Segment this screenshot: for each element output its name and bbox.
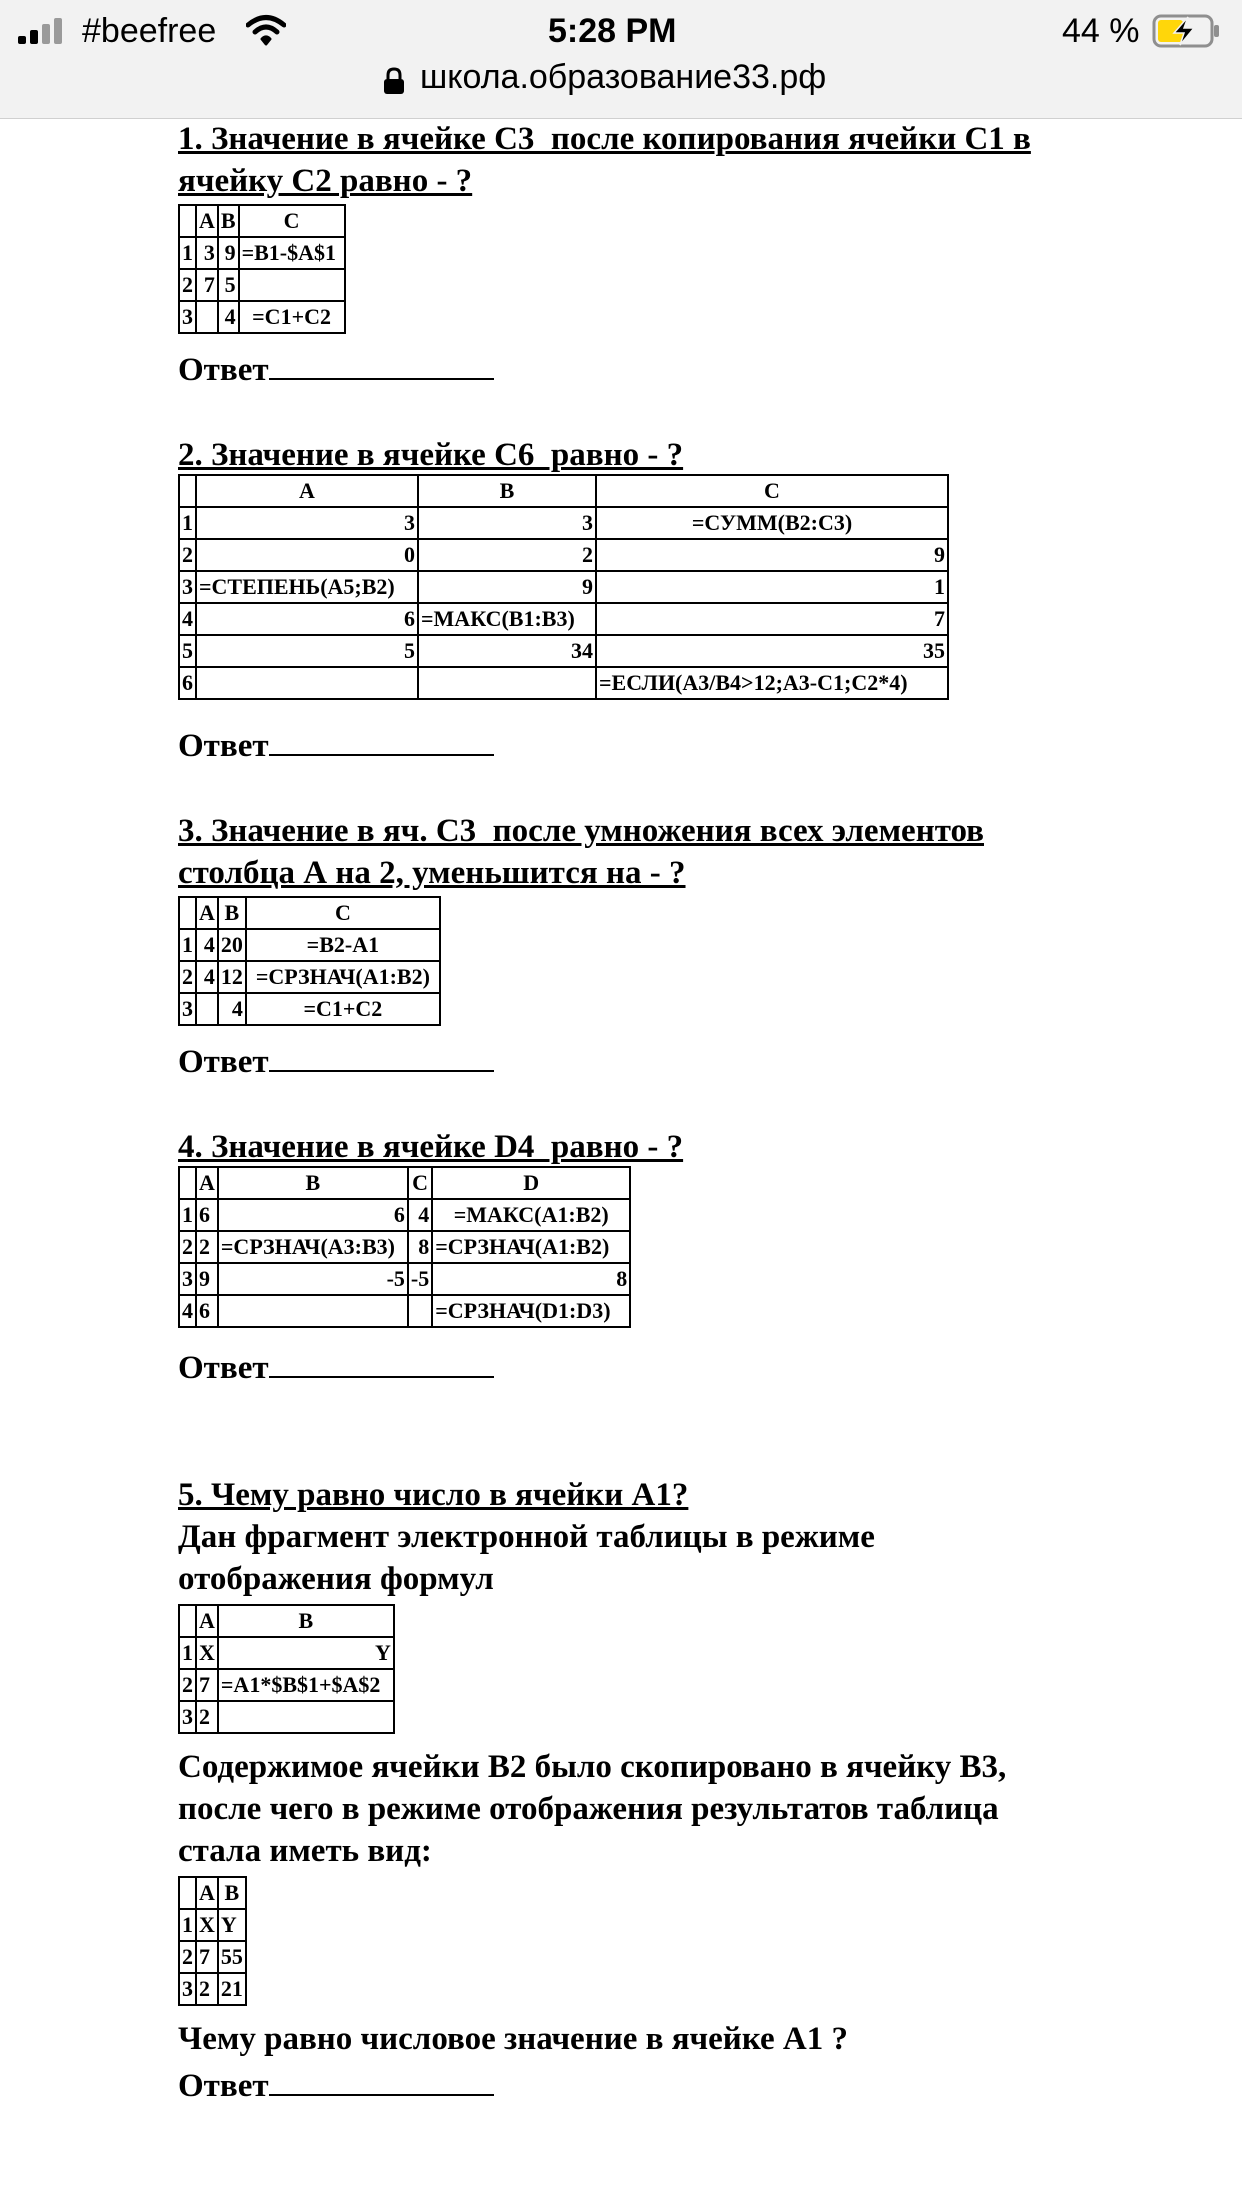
table-cell: 3 — [196, 507, 418, 539]
table-cell: =C1+C2 — [246, 993, 440, 1025]
table-cell: 6 — [196, 603, 418, 635]
q5-intro-line2: отображения формул — [178, 1561, 494, 1597]
table-cell: 1 — [596, 571, 948, 603]
q2-answer: Ответ — [178, 722, 494, 766]
answer-blank[interactable] — [269, 722, 494, 756]
table-cell: C — [246, 897, 440, 929]
table-cell: =СРЗНАЧ(D1:D3) — [432, 1295, 630, 1327]
table-row — [179, 507, 948, 539]
table-row — [179, 1701, 394, 1733]
q4-title: 4. Значение в ячейке D4 равно - ? — [178, 1129, 684, 1165]
table-cell: B — [218, 205, 239, 237]
table-cell: =B1-$A$1 — [239, 237, 345, 269]
table-cell: 2 — [179, 1231, 196, 1263]
table-cell: 2 — [179, 961, 196, 993]
table-cell: 9 — [418, 571, 596, 603]
table-cell: 5 — [196, 635, 418, 667]
table-cell: Y — [218, 1637, 394, 1669]
clock: 5:28 PM — [548, 12, 677, 50]
table-cell: =СТЕПЕНЬ(A5;B2) — [196, 571, 418, 603]
table-cell: B — [218, 897, 246, 929]
table-row — [179, 667, 948, 699]
table-cell: 4 — [218, 301, 239, 333]
table-cell: X — [196, 1637, 218, 1669]
q5-result-table — [178, 1876, 247, 2006]
table-row — [179, 993, 440, 1025]
table-cell: A — [196, 205, 218, 237]
table-cell: 3 — [196, 237, 218, 269]
table-row — [179, 1199, 630, 1231]
table-cell: A — [196, 897, 218, 929]
table-cell: 2 — [179, 1941, 196, 1973]
table-cell — [408, 1295, 432, 1327]
table-cell: 55 — [218, 1941, 246, 1973]
q3-answer: Ответ — [178, 1038, 494, 1082]
q3-table — [178, 896, 441, 1026]
q4-answer: Ответ — [178, 1344, 494, 1388]
table-cell — [418, 667, 596, 699]
table-cell: =СРЗНАЧ(A1:B2) — [246, 961, 440, 993]
table-row — [179, 237, 345, 269]
table-cell: 3 — [179, 1701, 196, 1733]
table-cell: A — [196, 1605, 218, 1637]
table-cell: =СУММ(B2:C3) — [596, 507, 948, 539]
table-cell: 9 — [596, 539, 948, 571]
table-cell: 1 — [179, 237, 196, 269]
table-row — [179, 1669, 394, 1701]
table-cell — [179, 1877, 196, 1909]
table-row — [179, 603, 948, 635]
table-row — [179, 1941, 246, 1973]
table-row — [179, 301, 345, 333]
table-cell: C — [408, 1167, 432, 1199]
table-cell — [179, 1605, 196, 1637]
table-row — [179, 1973, 246, 2005]
table-cell: 8 — [432, 1263, 630, 1295]
table-row — [179, 1231, 630, 1263]
q5-answer: Ответ — [178, 2062, 494, 2106]
table-cell: 1 — [179, 507, 196, 539]
q2-table — [178, 474, 949, 700]
table-cell: 7 — [196, 1669, 218, 1701]
answer-blank[interactable] — [269, 1344, 494, 1378]
q1-table — [178, 204, 346, 334]
worksheet-document — [0, 118, 1242, 2208]
battery-percent: 44 % — [1062, 12, 1140, 50]
q1-title-line1: 1. Значение в ячейке С3 после копирования ячейки С1 в — [178, 121, 1031, 157]
q4-table — [178, 1166, 631, 1328]
table-cell: 1 — [179, 1637, 196, 1669]
table-cell: 7 — [196, 269, 218, 301]
table-cell — [196, 301, 218, 333]
table-cell: 7 — [596, 603, 948, 635]
table-cell: B — [218, 1877, 246, 1909]
table-cell: =A1*$B$1+$A$2 — [218, 1669, 394, 1701]
table-cell: 3 — [179, 993, 196, 1025]
table-cell: D — [432, 1167, 630, 1199]
table-cell: 6 — [218, 1199, 408, 1231]
table-cell: C — [239, 205, 345, 237]
table-cell: 2 — [418, 539, 596, 571]
table-cell: 8 — [408, 1231, 432, 1263]
table-row — [179, 1167, 630, 1199]
table-cell: =ЕСЛИ(A3/B4>12;A3-C1;C2*4) — [596, 667, 948, 699]
table-cell — [218, 1295, 408, 1327]
table-cell: A — [196, 1877, 218, 1909]
table-cell — [196, 667, 418, 699]
table-row — [179, 635, 948, 667]
table-cell — [179, 475, 196, 507]
table-cell: 1 — [179, 929, 196, 961]
table-row — [179, 929, 440, 961]
table-cell: =C1+C2 — [239, 301, 345, 333]
table-cell: 1 — [179, 1199, 196, 1231]
table-cell: 4 — [408, 1199, 432, 1231]
table-cell — [179, 897, 196, 929]
q5-title: 5. Чему равно число в ячейки А1? — [178, 1477, 689, 1513]
table-cell — [239, 269, 345, 301]
q5-intro-line1: Дан фрагмент электронной таблицы в режиме — [178, 1519, 875, 1555]
q5-formula-table — [178, 1604, 395, 1734]
table-cell: 1 — [179, 1909, 196, 1941]
q5-middle-line1: Содержимое ячейки В2 было скопировано в ячейку В3, — [178, 1749, 1007, 1785]
table-cell: 2 — [196, 1973, 218, 2005]
table-cell: 3 — [179, 1973, 196, 2005]
table-cell: =B2-A1 — [246, 929, 440, 961]
table-cell: 2 — [179, 539, 196, 571]
table-cell: 12 — [218, 961, 246, 993]
table-row — [179, 961, 440, 993]
table-cell: 2 — [179, 1669, 196, 1701]
table-cell: B — [218, 1605, 394, 1637]
table-cell: C — [596, 475, 948, 507]
table-cell: 6 — [179, 667, 196, 699]
address-bar[interactable] — [0, 58, 1242, 119]
table-cell — [196, 993, 218, 1025]
table-row — [179, 269, 345, 301]
lock-icon — [383, 67, 405, 95]
table-cell: 4 — [196, 929, 218, 961]
table-cell: 4 — [179, 1295, 196, 1327]
table-row — [179, 205, 345, 237]
table-cell: 9 — [218, 237, 239, 269]
table-row — [179, 475, 948, 507]
table-cell — [179, 1167, 196, 1199]
table-row — [179, 1877, 246, 1909]
signal-icon — [18, 18, 72, 44]
wifi-icon — [246, 14, 286, 46]
table-cell: A — [196, 475, 418, 507]
q1-answer: Ответ — [178, 346, 494, 390]
table-cell: 34 — [418, 635, 596, 667]
table-row — [179, 1295, 630, 1327]
table-cell: 9 — [196, 1263, 218, 1295]
table-row — [179, 1909, 246, 1941]
url-text: школа.образование33.рф — [420, 58, 827, 96]
table-cell — [179, 205, 196, 237]
table-row — [179, 1637, 394, 1669]
table-cell: =СРЗНАЧ(A1:B2) — [432, 1231, 630, 1263]
table-cell: =СРЗНАЧ(A3:B3) — [218, 1231, 408, 1263]
table-cell: 2 — [196, 1231, 218, 1263]
q3-title-line1: 3. Значение в яч. С3 после умножения всех элементов — [178, 813, 984, 849]
table-cell: B — [418, 475, 596, 507]
table-cell: =МАКС(A1:B2) — [432, 1199, 630, 1231]
table-cell: =МАКС(B1:B3) — [418, 603, 596, 635]
table-cell: -5 — [408, 1263, 432, 1295]
battery-charging-icon — [1152, 14, 1222, 48]
table-cell: 2 — [179, 269, 196, 301]
table-cell: Y — [218, 1909, 246, 1941]
table-row — [179, 897, 440, 929]
table-cell: 3 — [179, 301, 196, 333]
table-cell: 3 — [179, 1263, 196, 1295]
table-cell: 4 — [218, 993, 246, 1025]
table-cell: 35 — [596, 635, 948, 667]
table-cell: 21 — [218, 1973, 246, 2005]
table-cell: 20 — [218, 929, 246, 961]
table-cell: 3 — [179, 571, 196, 603]
table-cell: -5 — [218, 1263, 408, 1295]
table-cell: 5 — [218, 269, 239, 301]
table-cell: 4 — [179, 603, 196, 635]
table-cell: X — [196, 1909, 218, 1941]
table-cell: 6 — [196, 1199, 218, 1231]
q5-middle-line3: стала иметь вид: — [178, 1833, 432, 1869]
table-cell: 0 — [196, 539, 418, 571]
table-cell: B — [218, 1167, 408, 1199]
table-cell: 4 — [196, 961, 218, 993]
table-cell: 6 — [196, 1295, 218, 1327]
q5-question: Чему равно числовое значение в ячейке А1 ? — [178, 2021, 848, 2057]
table-cell: 5 — [179, 635, 196, 667]
table-cell: A — [196, 1167, 218, 1199]
table-cell: 3 — [418, 507, 596, 539]
answer-blank[interactable] — [269, 2062, 494, 2096]
q2-title: 2. Значение в ячейке С6 равно - ? — [178, 437, 684, 473]
table-row — [179, 1263, 630, 1295]
table-cell — [218, 1701, 394, 1733]
table-row — [179, 539, 948, 571]
table-cell: 2 — [196, 1701, 218, 1733]
q5-middle-line2: после чего в режиме отображения результатов таблица — [178, 1791, 999, 1827]
answer-blank[interactable] — [269, 346, 494, 380]
table-cell: 7 — [196, 1941, 218, 1973]
table-row — [179, 571, 948, 603]
q1-title-line2: ячейку С2 равно - ? — [178, 163, 473, 199]
q3-title-line2: столбца А на 2, уменьшится на - ? — [178, 855, 686, 891]
answer-blank[interactable] — [269, 1038, 494, 1072]
status-bar — [0, 0, 1242, 62]
carrier-label: #beefree — [82, 12, 217, 50]
table-row — [179, 1605, 394, 1637]
